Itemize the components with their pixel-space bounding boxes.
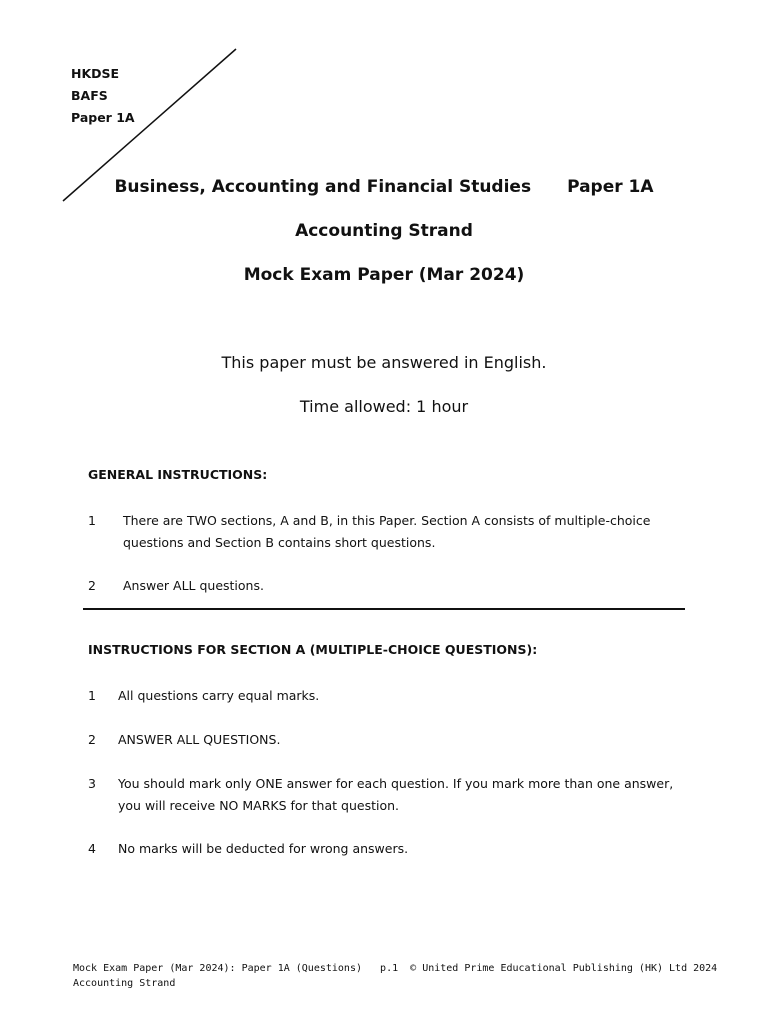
item-text: You should mark only ONE answer for each question. If you mark more than one answer, you will receive NO MARKS for that question. — [118, 776, 674, 813]
general-instructions-heading: GENERAL INSTRUCTIONS: — [88, 467, 268, 482]
item-number: 2 — [88, 578, 96, 593]
section-divider — [83, 608, 685, 610]
footer-paper-info: Mock Exam Paper (Mar 2024): Paper 1A (Questions) — [73, 963, 362, 974]
section-a-item-2 — [88, 729, 688, 751]
item-number: 1 — [88, 513, 96, 528]
section-a-item-3 — [88, 773, 688, 817]
general-item-2 — [88, 575, 688, 597]
section-a-heading: INSTRUCTIONS FOR SECTION A (MULTIPLE-CHOICE QUESTIONS): — [88, 642, 538, 657]
item-number: 1 — [88, 688, 96, 703]
section-a-item-1 — [88, 685, 688, 707]
item-text: All questions carry equal marks. — [118, 688, 320, 703]
general-item-1 — [88, 510, 688, 554]
subject-title: Business, Accounting and Financial Studies — [114, 177, 532, 197]
page-footer — [73, 961, 717, 991]
item-number: 2 — [88, 732, 96, 747]
time-note: Time allowed: 1 hour — [299, 397, 469, 416]
item-text: Answer ALL questions. — [123, 578, 264, 593]
paper-label: Paper 1A — [567, 177, 654, 197]
strand-title: Accounting Strand — [295, 221, 473, 241]
corner-label — [71, 63, 135, 129]
section-a-item-4 — [88, 838, 688, 860]
item-text: ANSWER ALL QUESTIONS. — [118, 732, 281, 747]
item-text: No marks will be deducted for wrong answers. — [118, 841, 409, 856]
language-note: This paper must be answered in English. — [221, 353, 547, 372]
item-number: 3 — [88, 776, 96, 791]
corner-exam: HKDSE — [71, 66, 120, 81]
item-text: There are TWO sections, A and B, in this Paper. Section A consists of multiple-choice questions and Section B contains short questions. — [123, 513, 651, 550]
footer-strand: Accounting Strand — [73, 978, 176, 989]
corner-subject: BAFS — [71, 88, 108, 103]
footer-copyright: © United Prime Educational Publishing (HK) Ltd 2024 — [410, 963, 718, 974]
paper-title — [0, 177, 768, 197]
footer-line-1 — [73, 961, 717, 976]
corner-paper: Paper 1A — [71, 110, 135, 125]
mock-title: Mock Exam Paper (Mar 2024) — [243, 265, 525, 285]
page-number: p.1 — [380, 963, 399, 974]
item-number: 4 — [88, 841, 96, 856]
